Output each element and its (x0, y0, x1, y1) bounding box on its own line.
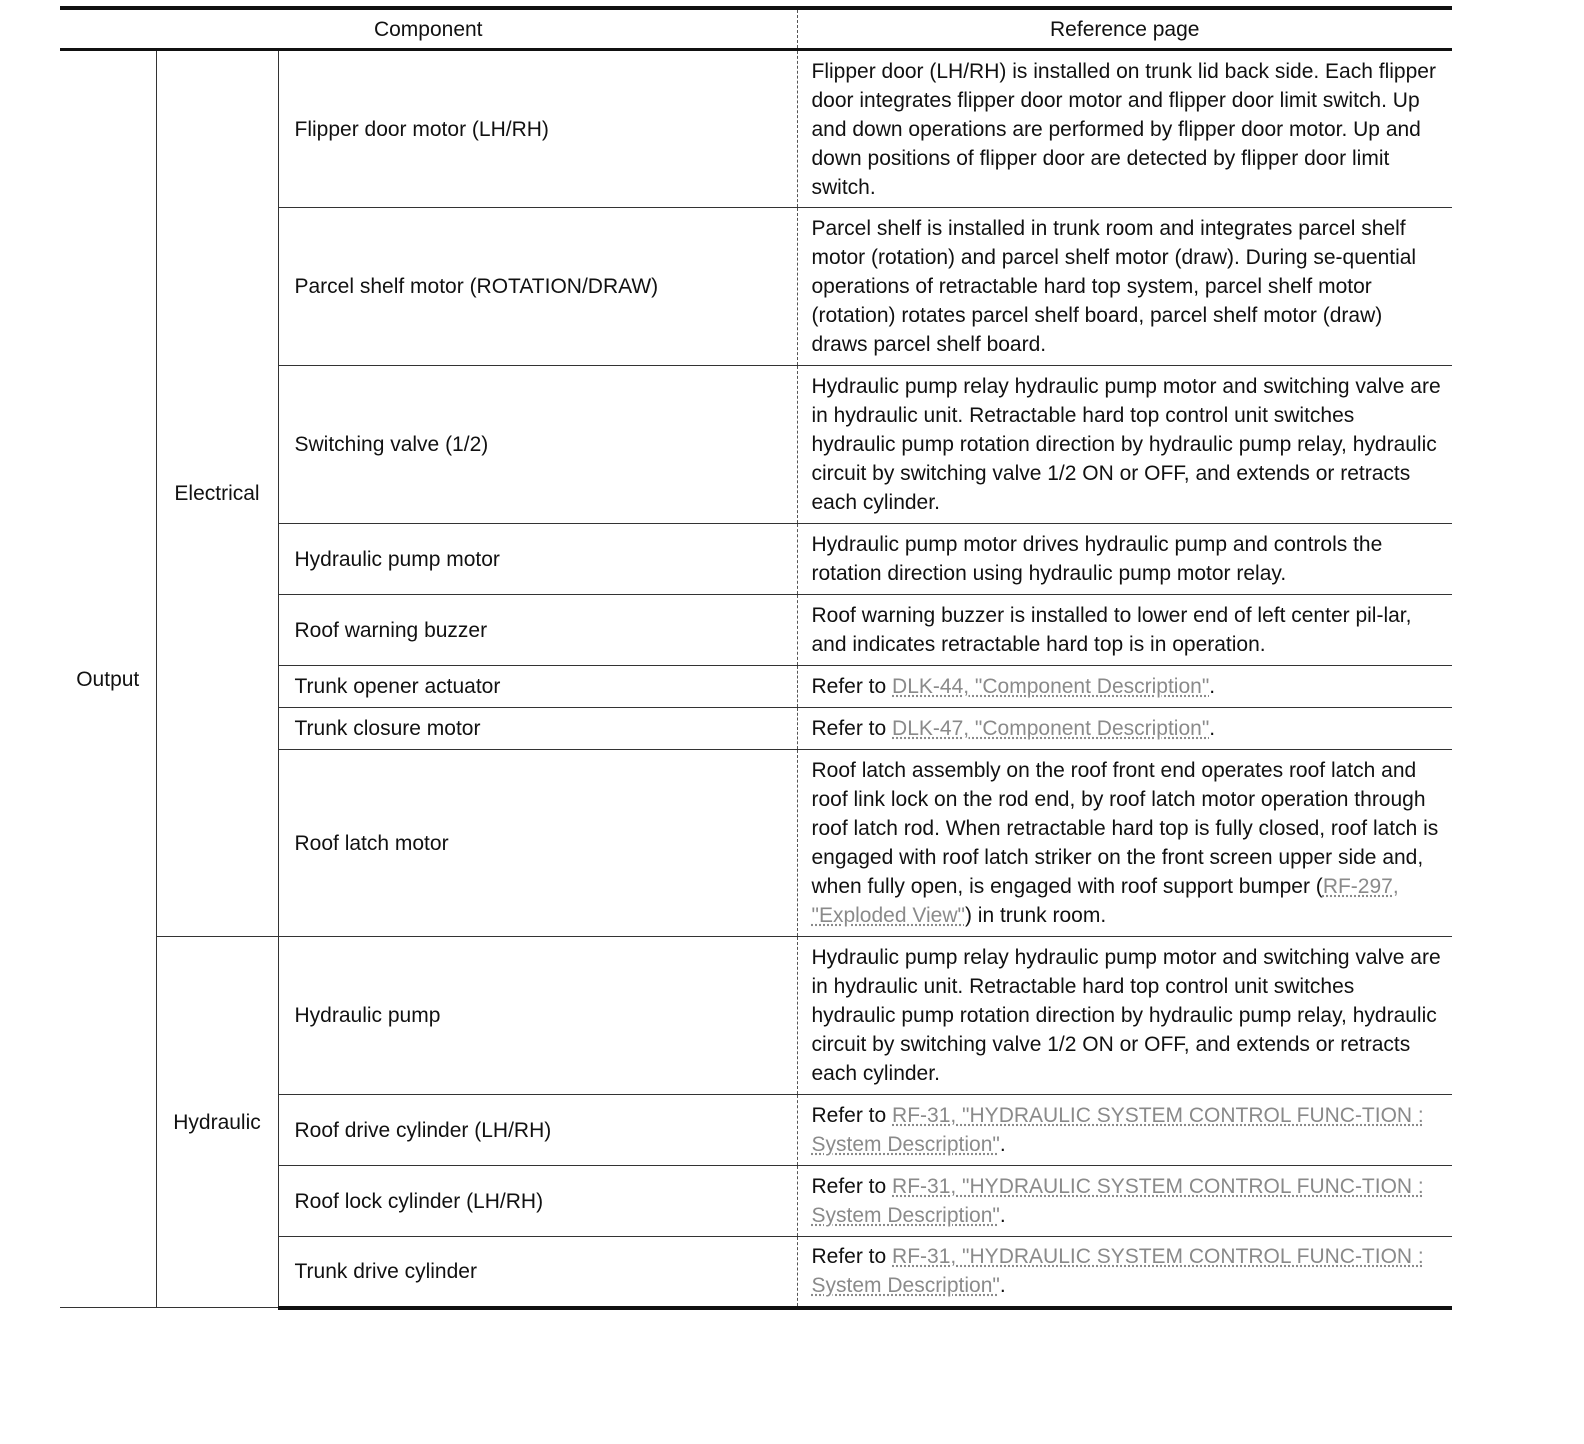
reference-link[interactable]: DLK-44, "Component Description" (892, 675, 1210, 698)
ref-prefix: Refer to (811, 1104, 893, 1127)
ref-suffix: . (999, 1274, 1006, 1298)
component-cell: Trunk drive cylinder (278, 1237, 797, 1308)
component-cell: Hydraulic pump motor (278, 524, 797, 595)
reference-cell: Hydraulic pump motor drives hydraulic pump and controls the rotation direction using hydraulic pump motor relay. (797, 524, 1452, 595)
reference-cell (797, 1237, 1452, 1308)
ref-suffix: . (1209, 675, 1216, 698)
category-cell: Output (60, 50, 156, 1308)
ref-prefix: Roof latch assembly on the roof front end operates roof latch and roof link lock on the rod end, by roof latch motor operation through roof latch rod. When retractable hard top is fully closed, roof latch is engaged with roof latch striker on the front screen upper side and, when fully open, is engaged with roof support bumper ( (811, 759, 1439, 898)
ref-suffix: . (1209, 717, 1216, 740)
table-row (60, 50, 1452, 208)
group-cell-hydraulic: Hydraulic (156, 937, 278, 1308)
component-cell: Parcel shelf motor (ROTATION/DRAW) (278, 208, 797, 366)
reference-link[interactable]: RF-31, "HYDRAULIC SYSTEM CONTROL FUNC-TION : System Description" (811, 1104, 1424, 1156)
reference-cell (797, 708, 1452, 750)
reference-cell (797, 1166, 1452, 1237)
ref-prefix: Refer to (811, 1245, 893, 1269)
component-cell: Trunk closure motor (278, 708, 797, 750)
reference-cell: Roof warning buzzer is installed to lower end of left center pil-lar, and indicates retractable hard top is in operation. (797, 595, 1452, 666)
reference-link[interactable]: RF-31, "HYDRAULIC SYSTEM CONTROL FUNC-TION : System Description" (811, 1245, 1424, 1298)
ref-prefix: Refer to (811, 1175, 893, 1198)
ref-suffix: . (999, 1133, 1006, 1156)
component-cell: Switching valve (1/2) (278, 366, 797, 524)
component-cell: Hydraulic pump (278, 937, 797, 1095)
group-cell-electrical: Electrical (156, 50, 278, 937)
reference-link[interactable]: RF-297, "Exploded View" (811, 875, 1399, 927)
reference-cell (797, 1095, 1452, 1166)
reference-cell: Hydraulic pump relay hydraulic pump motor and switching valve are in hydraulic unit. Retractable hard top control unit switches hydraulic pump rotation direction by hydraulic pump relay, hydraulic circuit by switching valve 1/2 ON or OFF, and extends or retracts each cylinder. (797, 366, 1452, 524)
ref-suffix: ) in trunk room. (964, 904, 1107, 927)
component-cell: Roof drive cylinder (LH/RH) (278, 1095, 797, 1166)
ref-suffix: . (999, 1204, 1006, 1227)
table-row (60, 937, 1452, 1095)
ref-prefix: Refer to (811, 675, 893, 698)
component-cell: Roof lock cylinder (LH/RH) (278, 1166, 797, 1237)
reference-cell: Flipper door (LH/RH) is installed on trunk lid back side. Each flipper door integrates flipper door motor and flipper door limit switch. Up and down operations are performed by flipper door motor. Up and down positions of flipper door are detected by flipper door limit switch. (797, 50, 1452, 208)
header-reference-page: Reference page (1050, 17, 1200, 41)
component-table (60, 6, 1452, 1310)
component-cell: Roof warning buzzer (278, 595, 797, 666)
header-component: Component (60, 8, 797, 50)
component-cell: Flipper door motor (LH/RH) (278, 50, 797, 208)
table-header-row (60, 8, 1452, 50)
reference-link[interactable]: DLK-47, "Component Description" (892, 717, 1210, 740)
ref-prefix: Refer to (811, 717, 893, 740)
reference-cell: Hydraulic pump relay hydraulic pump motor and switching valve are in hydraulic unit. Retractable hard top control unit switches hydraulic pump rotation direction by hydraulic pump relay, hydraulic circuit by switching valve 1/2 ON or OFF, and extends or retracts each cylinder. (797, 937, 1452, 1095)
reference-cell (797, 666, 1452, 708)
reference-link[interactable]: RF-31, "HYDRAULIC SYSTEM CONTROL FUNC-TION : System Description" (811, 1175, 1424, 1227)
reference-cell: Parcel shelf is installed in trunk room and integrates parcel shelf motor (rotation) and parcel shelf motor (draw). During se-quential operations of retractable hard top system, parcel shelf motor (rotation) rotates parcel shelf board, parcel shelf motor (draw) draws parcel shelf board. (797, 208, 1452, 366)
component-cell: Roof latch motor (278, 750, 797, 937)
component-cell: Trunk opener actuator (278, 666, 797, 708)
reference-cell (797, 750, 1452, 937)
